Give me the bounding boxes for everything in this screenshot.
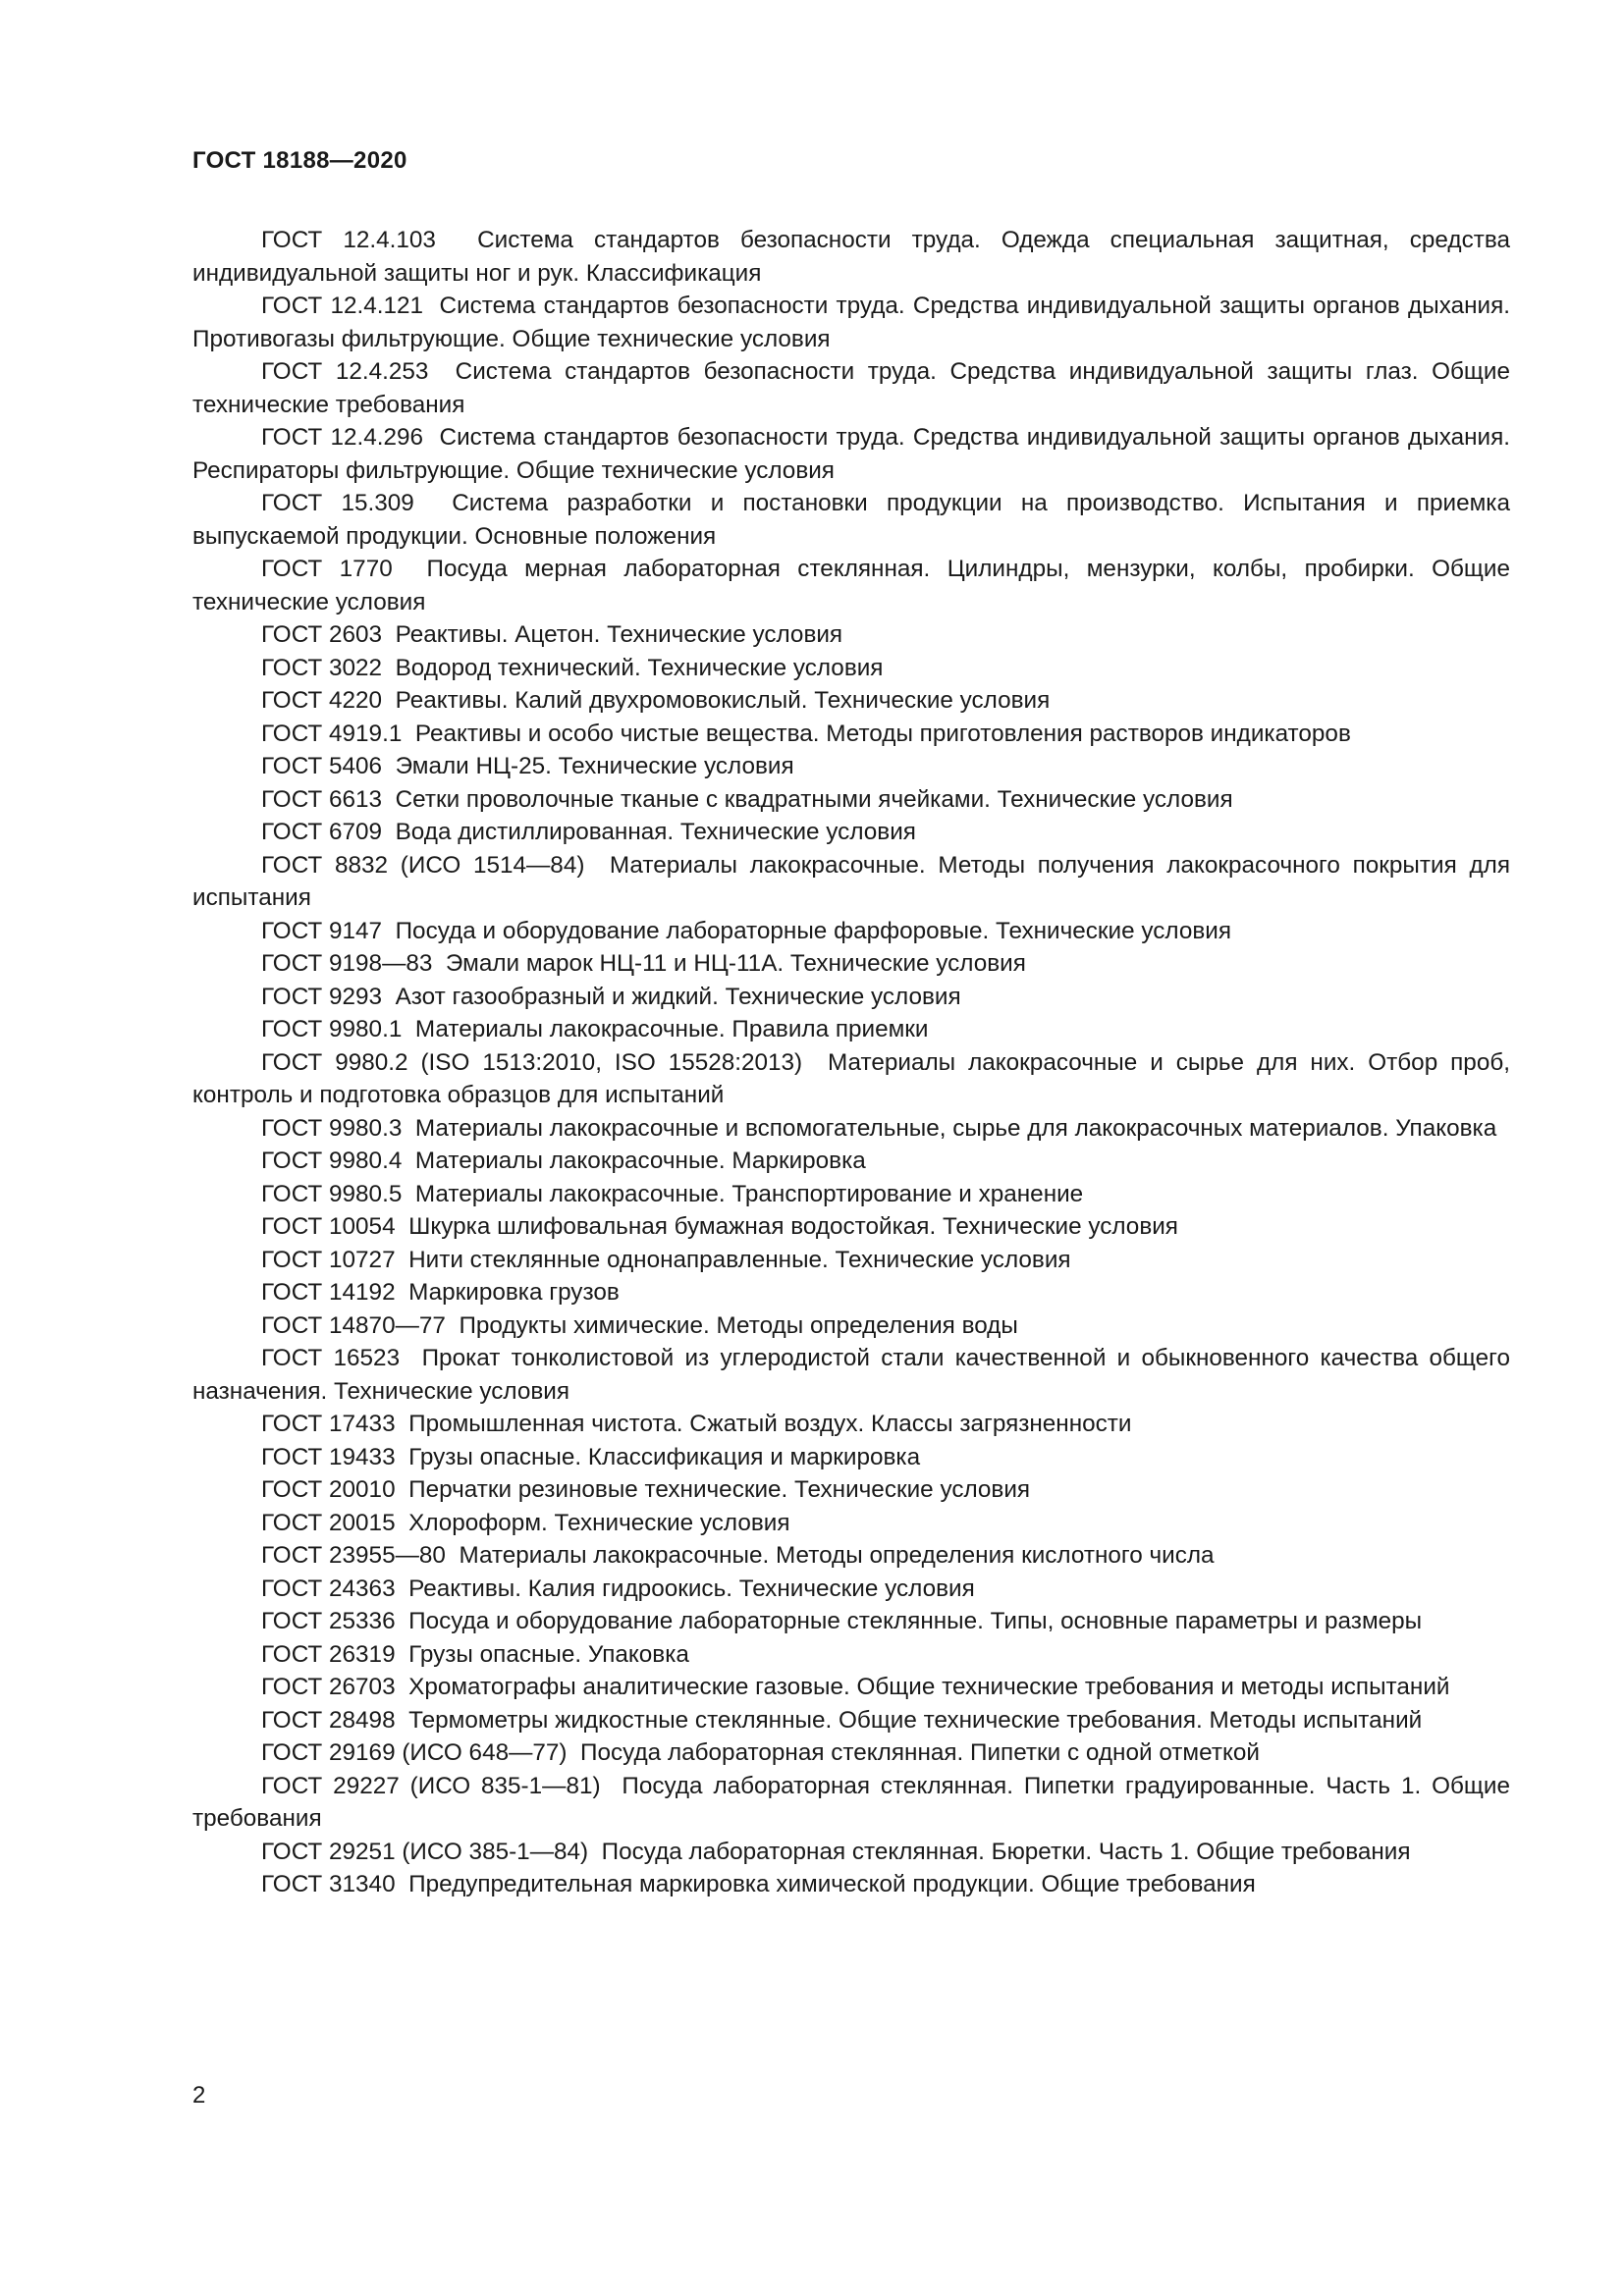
- reference-code: ГОСТ 24363: [261, 1575, 396, 1602]
- reference-item: [192, 652, 1510, 685]
- reference-code: ГОСТ 10054: [261, 1213, 396, 1240]
- reference-title: Сетки проволочные тканые с квадратными ячейками. Технические условия: [395, 785, 1233, 813]
- reference-title: Посуда лабораторная стеклянная. Бюретки. Часть 1. Общие требования: [601, 1838, 1411, 1865]
- reference-item: [192, 1605, 1510, 1638]
- reference-code: ГОСТ 9980.3: [261, 1114, 403, 1142]
- reference-title: Грузы опасные. Упаковка: [408, 1640, 689, 1668]
- reference-code: ГОСТ 12.4.296: [261, 424, 424, 451]
- reference-title: Прокат тонколистовой из углеродистой стали качественной и обыкновенного качества общего назначения. Технические условия: [192, 1345, 1510, 1405]
- reference-code: ГОСТ 4919.1: [261, 720, 403, 747]
- reference-title: Система разработки и постановки продукции на производство. Испытания и приемка выпускаемой продукции. Основные положения: [192, 490, 1510, 550]
- reference-item: [192, 1736, 1510, 1770]
- reference-title: Материалы лакокрасочные. Маркировка: [414, 1148, 866, 1174]
- document-header: ГОСТ 18188—2020: [192, 147, 407, 174]
- reference-title: Материалы лакокрасочные. Транспортирование и хранение: [414, 1180, 1084, 1207]
- reference-item: [192, 1342, 1510, 1408]
- reference-title: Предупредительная маркировка химической продукции. Общие требования: [408, 1871, 1256, 1897]
- reference-item: [192, 1244, 1510, 1277]
- reference-title: Термометры жидкостные стеклянные. Общие технические требования. Методы испытаний: [408, 1706, 1423, 1734]
- reference-item: [192, 849, 1510, 915]
- reference-item: [192, 1309, 1510, 1343]
- reference-code: ГОСТ 2603: [261, 621, 383, 648]
- reference-code: ГОСТ 20010: [261, 1476, 396, 1503]
- reference-code: ГОСТ 6613: [261, 785, 383, 813]
- reference-title: Посуда лабораторная стеклянная. Пипетки с одной отметкой: [580, 1739, 1260, 1766]
- reference-code: ГОСТ 12.4.253: [261, 358, 429, 385]
- reference-item: [192, 1112, 1510, 1146]
- reference-item: [192, 1145, 1510, 1178]
- reference-title: Хлороформ. Технические условия: [408, 1509, 790, 1536]
- reference-code: ГОСТ 29227 (ИСО 835-1—81): [261, 1772, 601, 1799]
- reference-code: ГОСТ 9980.4: [261, 1148, 403, 1174]
- reference-code: ГОСТ 14870—77: [261, 1311, 446, 1339]
- reference-title: Система стандартов безопасности труда. Средства индивидуальной защиты глаз. Общие технические требования: [192, 358, 1510, 418]
- reference-title: Материалы лакокрасочные. Методы определения кислотного числа: [459, 1542, 1215, 1569]
- reference-item: [192, 487, 1510, 553]
- reference-item: [192, 224, 1510, 290]
- reference-item: [192, 553, 1510, 618]
- page-number: 2: [192, 2082, 206, 2109]
- reference-code: ГОСТ 3022: [261, 654, 383, 681]
- reference-title: Материалы лакокрасочные. Правила приемки: [414, 1016, 929, 1042]
- reference-item: [192, 718, 1510, 751]
- reference-code: ГОСТ 5406: [261, 753, 383, 779]
- normative-references-list: [192, 224, 1510, 1901]
- reference-title: Посуда и оборудование лабораторные стеклянные. Типы, основные параметры и размеры: [408, 1608, 1423, 1634]
- reference-code: ГОСТ 29251 (ИСО 385-1—84): [261, 1838, 589, 1865]
- reference-title: Материалы лакокрасочные и сырье для них. Отбор проб, контроль и подготовка образцов для испытаний: [192, 1048, 1510, 1108]
- reference-title: Материалы лакокрасочные. Методы получения лакокрасочного покрытия для испытания: [192, 851, 1510, 911]
- reference-title: Шкурка шлифовальная бумажная водостойкая. Технические условия: [408, 1213, 1178, 1240]
- reference-item: [192, 1507, 1510, 1540]
- reference-item: [192, 1539, 1510, 1573]
- reference-title: Водород технический. Технические условия: [395, 654, 884, 681]
- reference-code: ГОСТ 9980.1: [261, 1016, 403, 1042]
- reference-title: Посуда лабораторная стеклянная. Пипетки градуированные. Часть 1. Общие требования: [192, 1772, 1510, 1832]
- reference-code: ГОСТ 16523: [261, 1345, 401, 1371]
- reference-title: Система стандартов безопасности труда. Одежда специальная защитная, средства индивидуальной защиты ног и рук. Классификация: [192, 227, 1510, 287]
- reference-item: [192, 1178, 1510, 1211]
- reference-code: ГОСТ 31340: [261, 1871, 396, 1897]
- reference-title: Реактивы. Калия гидроокись. Технические условия: [408, 1575, 975, 1602]
- reference-item: [192, 915, 1510, 948]
- reference-code: ГОСТ 25336: [261, 1608, 396, 1634]
- reference-title: Материалы лакокрасочные и вспомогательные, сырье для лакокрасочных материалов. Упаковка: [414, 1114, 1497, 1142]
- reference-code: ГОСТ 23955—80: [261, 1542, 446, 1569]
- reference-item: [192, 1441, 1510, 1474]
- reference-item: [192, 1671, 1510, 1704]
- reference-item: [192, 1770, 1510, 1836]
- reference-code: ГОСТ 4220: [261, 687, 383, 714]
- reference-item: [192, 684, 1510, 718]
- reference-code: ГОСТ 26703: [261, 1674, 396, 1700]
- reference-item: [192, 1868, 1510, 1901]
- reference-code: ГОСТ 8832 (ИСО 1514—84): [261, 851, 585, 879]
- reference-item: [192, 1276, 1510, 1309]
- reference-item: [192, 1013, 1510, 1046]
- reference-code: ГОСТ 9980.5: [261, 1180, 403, 1207]
- reference-code: ГОСТ 26319: [261, 1640, 396, 1668]
- reference-code: ГОСТ 17433: [261, 1411, 396, 1437]
- reference-code: ГОСТ 12.4.103: [261, 227, 436, 253]
- reference-item: [192, 421, 1510, 487]
- reference-item: [192, 816, 1510, 849]
- reference-title: Реактивы. Калий двухромовокислый. Технические условия: [395, 687, 1051, 714]
- reference-title: Хроматографы аналитические газовые. Общие технические требования и методы испытаний: [408, 1674, 1450, 1700]
- reference-code: ГОСТ 15.309: [261, 490, 414, 516]
- reference-title: Система стандартов безопасности труда. Средства индивидуальной защиты органов дыхания. Противогазы фильтрующие. Общие технические условия: [192, 293, 1510, 352]
- reference-code: ГОСТ 12.4.121: [261, 293, 424, 319]
- reference-title: Эмали НЦ-25. Технические условия: [395, 753, 794, 779]
- reference-title: Посуда и оборудование лабораторные фарфоровые. Технические условия: [395, 917, 1232, 944]
- reference-title: Промышленная чистота. Сжатый воздух. Классы загрязненности: [408, 1411, 1132, 1437]
- reference-code: ГОСТ 20015: [261, 1509, 396, 1536]
- reference-item: [192, 618, 1510, 652]
- reference-code: ГОСТ 6709: [261, 819, 383, 845]
- reference-item: [192, 783, 1510, 817]
- reference-title: Реактивы. Ацетон. Технические условия: [395, 621, 843, 648]
- reference-code: ГОСТ 29169 (ИСО 648—77): [261, 1739, 568, 1766]
- reference-title: Эмали марок НЦ-11 и НЦ-11А. Технические условия: [445, 950, 1026, 977]
- reference-item: [192, 290, 1510, 355]
- reference-title: Маркировка грузов: [408, 1279, 620, 1306]
- reference-item: [192, 1473, 1510, 1507]
- reference-title: Продукты химические. Методы определения воды: [459, 1311, 1018, 1339]
- reference-item: [192, 1408, 1510, 1441]
- reference-title: Реактивы и особо чистые вещества. Методы приготовления растворов индикаторов: [414, 720, 1351, 747]
- reference-code: ГОСТ 10727: [261, 1246, 396, 1273]
- reference-code: ГОСТ 9293: [261, 983, 383, 1010]
- reference-code: ГОСТ 9147: [261, 917, 383, 944]
- reference-item: [192, 947, 1510, 981]
- reference-item: [192, 750, 1510, 783]
- reference-title: Посуда мерная лабораторная стеклянная. Цилиндры, мензурки, колбы, пробирки. Общие технические условия: [192, 556, 1510, 615]
- reference-item: [192, 1210, 1510, 1244]
- reference-item: [192, 981, 1510, 1014]
- reference-code: ГОСТ 1770: [261, 556, 393, 582]
- reference-title: Система стандартов безопасности труда. Средства индивидуальной защиты органов дыхания. Респираторы фильтрующие. Общие технические условия: [192, 424, 1510, 484]
- reference-item: [192, 1573, 1510, 1606]
- reference-code: ГОСТ 19433: [261, 1443, 396, 1470]
- reference-code: ГОСТ 14192: [261, 1279, 396, 1306]
- reference-item: [192, 1638, 1510, 1672]
- reference-item: [192, 1704, 1510, 1737]
- reference-item: [192, 1836, 1510, 1869]
- reference-title: Вода дистиллированная. Технические условия: [395, 819, 916, 845]
- reference-title: Нити стеклянные однонаправленные. Технические условия: [408, 1246, 1071, 1273]
- reference-title: Азот газообразный и жидкий. Технические условия: [395, 983, 961, 1010]
- reference-code: ГОСТ 9198—83: [261, 950, 433, 977]
- reference-code: ГОСТ 9980.2 (ISO 1513:2010, ISO 15528:2013): [261, 1048, 803, 1076]
- reference-title: Перчатки резиновые технические. Технические условия: [408, 1476, 1031, 1503]
- reference-title: Грузы опасные. Классификация и маркировка: [408, 1443, 921, 1470]
- reference-item: [192, 355, 1510, 421]
- reference-item: [192, 1046, 1510, 1112]
- reference-code: ГОСТ 28498: [261, 1706, 396, 1734]
